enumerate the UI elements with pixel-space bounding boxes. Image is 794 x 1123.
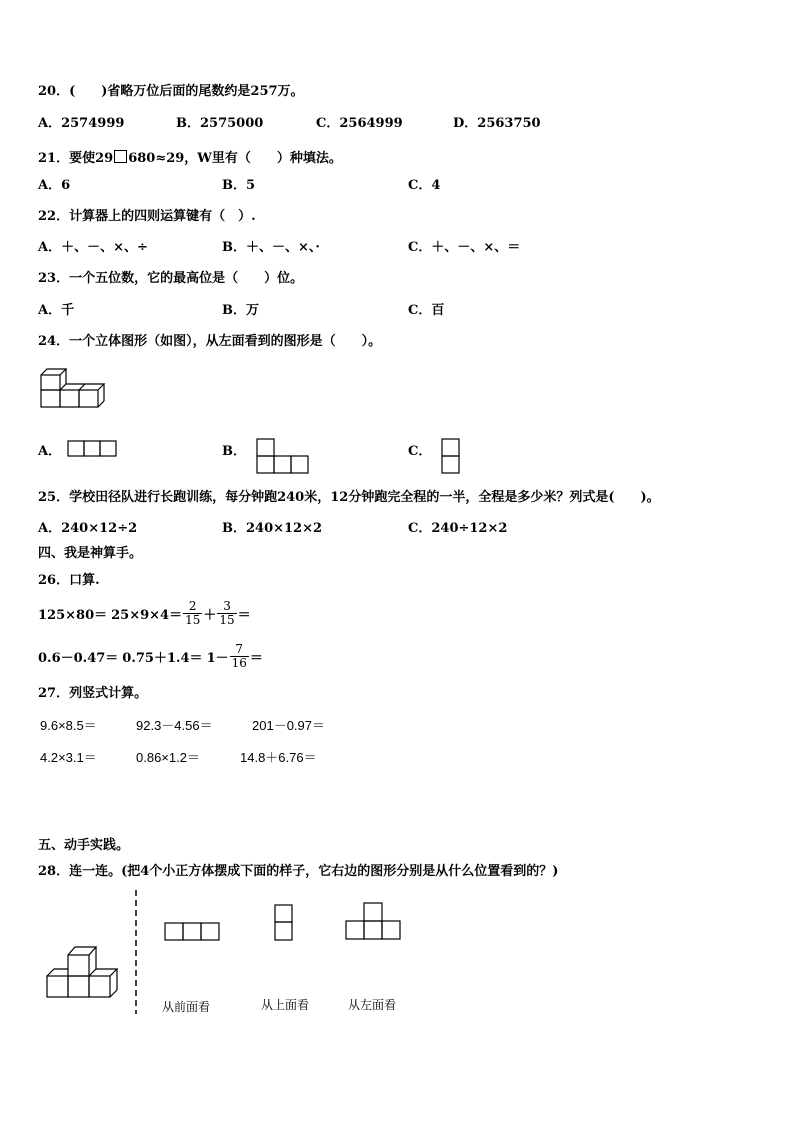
fraction: $\frac{7}{16}$ — [231, 642, 247, 670]
q20-option-c[interactable]: C．2564999 — [316, 116, 403, 131]
q24-option-c[interactable]: C． — [408, 444, 432, 459]
q26-item-2: 25×9×4＝ — [111, 608, 183, 623]
cube-stack-icon — [44, 938, 128, 1004]
option-c-view-icon — [441, 438, 461, 474]
q20-option-b[interactable]: B．2575000 — [176, 116, 264, 131]
q21-stem-suffix: 680≈29，W里有（ ）种填法。 — [128, 151, 342, 166]
q26-row-2: 0.6－0.47＝ 0.75＋1.4＝ 1－ $\frac{7}{16}$ ＝ — [38, 642, 263, 670]
q27-item-6: 14.8＋6.76＝ — [240, 750, 317, 765]
q27-item-5: 0.86×1.2＝ — [136, 750, 200, 765]
q21-stem-prefix: 21．要使29 — [38, 151, 114, 166]
q24-stem: 24．一个立体图形（如图），从左面看到的图形是（ ）。 — [38, 334, 382, 349]
q20-option-d[interactable]: D．2563750 — [453, 116, 541, 131]
q26-row-1: 125×80＝ 25×9×4＝ $\frac{2}{15}$ ＋ $\frac{3}{15}$ ＝ — [38, 599, 251, 627]
q27-item-3: 201－0.97＝ — [252, 718, 325, 733]
q24-option-b[interactable]: B． — [222, 444, 246, 459]
q28-stem: 28．连一连。(把4个小正方体摆成下面的样子，它右边的图形分别是从什么位置看到的？) — [38, 864, 559, 879]
q25-option-b[interactable]: B．240×12×2 — [222, 521, 323, 536]
q22-option-c[interactable]: C．＋、－、×、＝ — [408, 240, 521, 255]
q22-option-a[interactable]: A．＋、－、×、÷ — [38, 240, 148, 255]
q22-stem: 22．计算器上的四则运算键有（ ）. — [38, 209, 256, 224]
q25-option-c[interactable]: C．240÷12×2 — [408, 521, 508, 536]
label-top-view[interactable]: 从上面看 — [261, 998, 310, 1012]
option-a-view-icon — [67, 440, 119, 457]
blank-box-icon — [114, 150, 127, 163]
q27-item-4: 4.2×3.1＝ — [40, 750, 97, 765]
q26-item-5: 1－ — [206, 651, 229, 666]
q23-stem: 23．一个五位数，它的最高位是（ ）位。 — [38, 271, 304, 286]
section-4-heading: 四、我是神算手。 — [38, 546, 143, 561]
q20-stem: 20．( )省略万位后面的尾数约是257万。 — [38, 84, 304, 99]
fraction: $\frac{2}{15}$ — [185, 599, 201, 627]
label-left-view[interactable]: 从左面看 — [348, 998, 397, 1012]
q21-option-c[interactable]: C．4 — [408, 178, 441, 193]
label-front-view[interactable]: 从前面看 — [162, 1000, 211, 1014]
q21-stem — [38, 147, 342, 166]
q20-option-a[interactable]: A．2574999 — [38, 116, 125, 131]
top-view-figure-icon[interactable] — [274, 904, 294, 942]
solid-figure-icon — [38, 366, 108, 410]
q23-option-b[interactable]: B．万 — [222, 303, 259, 318]
left-view-figure-icon[interactable] — [345, 902, 403, 942]
dashed-divider — [134, 890, 138, 1014]
q22-option-b[interactable]: B．＋、－、×、· — [222, 240, 320, 255]
q25-option-a[interactable]: A．240×12÷2 — [38, 521, 138, 536]
section-5-heading: 五、动手实践。 — [38, 838, 130, 853]
front-view-figure-icon[interactable] — [164, 922, 220, 942]
q23-option-c[interactable]: C．百 — [408, 303, 445, 318]
q21-option-b[interactable]: B．5 — [222, 178, 256, 193]
fraction: $\frac{3}{15}$ — [219, 599, 235, 627]
q26-item-4: 0.75＋1.4＝ — [122, 651, 203, 666]
q25-stem: 25．学校田径队进行长跑训练，每分钟跑240米，12分钟跑完全程的一半，全程是多少米？列式是( )。 — [38, 490, 660, 505]
q26-stem: 26．口算. — [38, 573, 100, 588]
option-b-view-icon — [256, 438, 310, 474]
q27-item-1: 9.6×8.5＝ — [40, 718, 97, 733]
q21-option-a[interactable]: A．6 — [38, 178, 71, 193]
q26-item-1: 125×80＝ — [38, 608, 108, 623]
q23-option-a[interactable]: A．千 — [38, 303, 75, 318]
q27-item-2: 92.3－4.56＝ — [136, 718, 213, 733]
q24-option-a[interactable]: A． — [38, 444, 62, 459]
q26-item-3: 0.6－0.47＝ — [38, 651, 119, 666]
q27-stem: 27．列竖式计算。 — [38, 686, 148, 701]
